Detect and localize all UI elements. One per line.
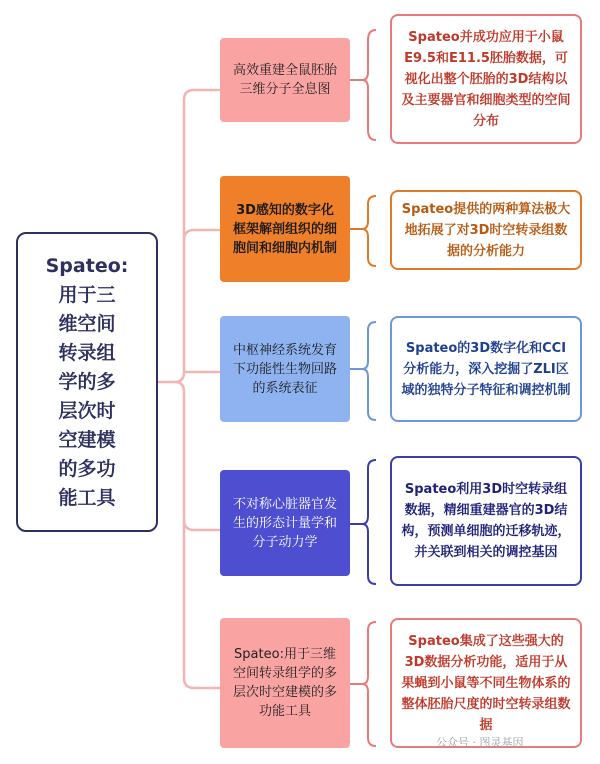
trunk-branch-2 (184, 230, 220, 240)
root-title: Spateo: (45, 254, 129, 277)
detail-node-1 (390, 14, 582, 144)
root-line: 空建模 (58, 428, 116, 451)
root-line: 能工具 (58, 486, 116, 509)
detail-text: Spateo并成功应用于小鼠E9.5和E11.5胚胎数据，可视化出整个胚胎的3D结构以及主要器官和细胞类型的空间分布 (401, 29, 571, 129)
root-line: 层次时 (58, 399, 116, 422)
detail-text: Spateo利用3D时空转录组数据，精细重建器官的3D结构，预测单细胞的迁移轨迹，并关联到相关的调控基因 (401, 482, 571, 560)
trunk-lower (175, 382, 220, 688)
bracket-4 (350, 460, 376, 584)
watermark: 公众号 · 图灵基因 (436, 736, 524, 749)
bracket-1 (350, 30, 376, 140)
root-node (16, 232, 158, 532)
bracket-2 (350, 196, 376, 266)
branch-node-1 (220, 38, 350, 122)
root-line: 转录组 (58, 341, 116, 364)
branch-node-3 (220, 316, 350, 422)
bracket-5 (350, 622, 376, 746)
detail-node-5 (390, 618, 582, 748)
detail-node-3 (390, 316, 582, 422)
trunk-branch-4 (184, 520, 220, 530)
branch-node-2 (220, 176, 350, 282)
branch-label: 中枢神经系统发育下功能性生物回路的系统表征 (232, 342, 337, 396)
branch-label: 3D感知的数字化框架解剖组织的细胞间和细胞内机制 (232, 202, 337, 256)
root-line: 维空间 (58, 312, 116, 335)
root-line: 用于三 (58, 283, 116, 306)
detail-node-4 (390, 456, 582, 586)
detail-text: Spateo的3D数字化和CCI分析能力，深入挖掘了ZLI区域的独特分子特征和调控机制 (401, 340, 571, 398)
branch-node-5 (220, 618, 350, 748)
root-line: 学的多 (58, 370, 116, 393)
root-line: 的多功 (58, 457, 116, 480)
detail-text: Spateo集成了这些强大的3D数据分析功能，适用于从果蝇到小鼠等不同生物体系的整体胚胎尺度的时空转录组数据 (401, 633, 571, 733)
branch-label: 高效重建全鼠胚胎三维分子全息图 (232, 63, 337, 97)
main-trunk (175, 90, 220, 382)
detail-text: Spateo提供的两种算法极大地拓展了对3D时空转录组数据的分析能力 (401, 201, 571, 259)
bracket-3 (350, 322, 376, 420)
branch-label: Spateo:用于三维空间转录组学的多层次时空建模的多功能工具 (232, 647, 337, 719)
branch-label: 不对称心脏器官发生的形态计量学和分子动力学 (232, 496, 337, 550)
detail-node-2 (390, 190, 582, 270)
branch-node-4 (220, 470, 350, 576)
